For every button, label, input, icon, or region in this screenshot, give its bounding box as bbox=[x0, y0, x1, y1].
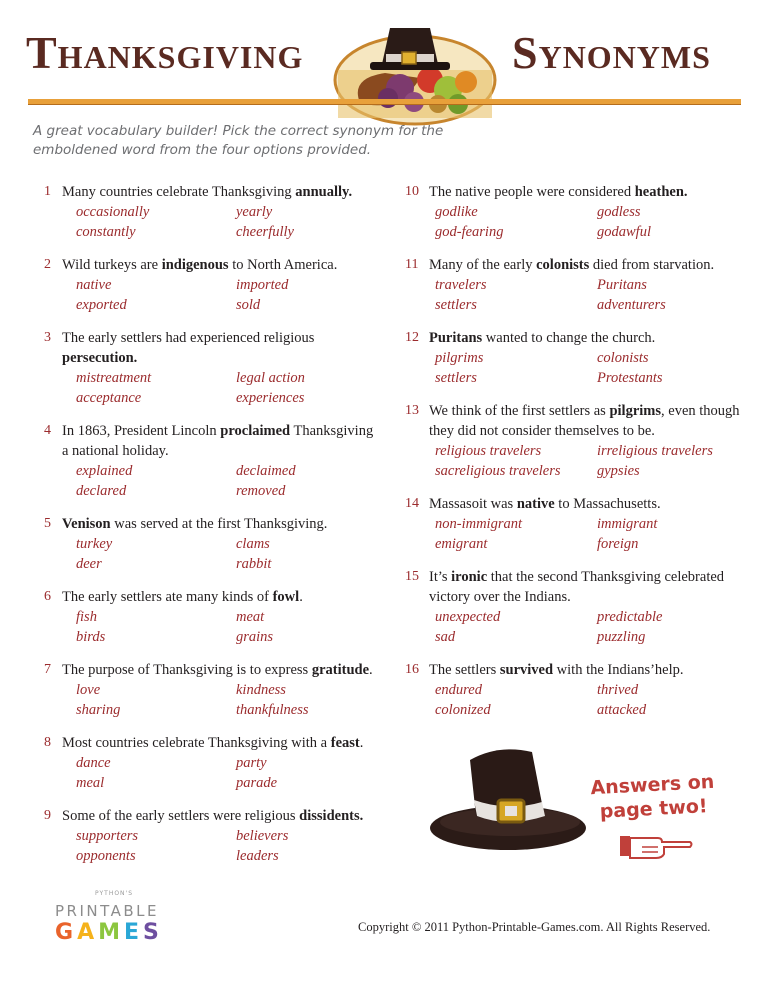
question-text bbox=[62, 421, 374, 461]
answer-options bbox=[76, 202, 374, 242]
printable-games-logo bbox=[55, 890, 175, 950]
question-text bbox=[62, 328, 374, 368]
emboldened-word: ironic bbox=[451, 569, 488, 585]
question-text-post: to Massachusetts. bbox=[554, 496, 661, 512]
answer-option: adventurers bbox=[597, 297, 666, 313]
answer-option: god-fearing bbox=[435, 224, 504, 240]
question-text-pre: It’s bbox=[429, 569, 452, 585]
answer-option: declaimed bbox=[236, 463, 296, 479]
question-item bbox=[405, 660, 750, 720]
answer-options bbox=[435, 441, 750, 481]
answer-option: puzzling bbox=[597, 629, 646, 645]
answer-option: religious travelers bbox=[435, 443, 542, 459]
questions-column-left bbox=[44, 182, 374, 879]
question-text bbox=[62, 255, 374, 275]
question-number: 6 bbox=[44, 589, 51, 604]
answer-option: unexpected bbox=[435, 609, 501, 625]
question-text-post: with the Indians’help. bbox=[553, 662, 684, 678]
title-thanksgiving: Thanksgiving bbox=[26, 27, 304, 78]
answer-option: endured bbox=[435, 682, 482, 698]
answer-options bbox=[76, 680, 374, 720]
answer-option: removed bbox=[236, 483, 286, 499]
question-text bbox=[429, 660, 750, 680]
emboldened-word: persecution. bbox=[62, 350, 138, 366]
answer-option: mistreatment bbox=[76, 370, 152, 386]
answer-option: godlike bbox=[435, 204, 478, 220]
answer-options bbox=[76, 461, 374, 501]
logo-games bbox=[55, 920, 163, 945]
answer-options bbox=[76, 534, 374, 574]
answer-option: gypsies bbox=[597, 463, 640, 479]
question-item bbox=[405, 494, 750, 554]
question-item bbox=[44, 182, 374, 242]
emboldened-word: native bbox=[516, 496, 555, 512]
question-text-post: wanted to change the church. bbox=[482, 330, 656, 346]
answer-options bbox=[435, 202, 750, 242]
answer-option: explained bbox=[76, 463, 133, 479]
answer-options bbox=[76, 607, 374, 647]
question-number: 10 bbox=[405, 184, 419, 199]
question-number: 16 bbox=[405, 662, 419, 677]
answer-option: emigrant bbox=[435, 536, 488, 552]
question-text-pre: Massasoit was bbox=[429, 496, 517, 512]
emboldened-word: pilgrims bbox=[609, 403, 662, 419]
question-number: 8 bbox=[44, 735, 51, 750]
question-text-pre: Many countries celebrate Thanksgiving bbox=[62, 184, 296, 200]
answer-option: fish bbox=[76, 609, 97, 625]
question-text bbox=[429, 401, 750, 441]
answer-option: godawful bbox=[597, 224, 651, 240]
answer-options bbox=[76, 368, 374, 408]
answer-options bbox=[76, 753, 374, 793]
title-synonyms: Synonyms bbox=[512, 27, 711, 78]
pilgrim-hat-icon bbox=[428, 742, 588, 854]
answers-note: Answers on page two! bbox=[589, 770, 715, 823]
logo-letter: S bbox=[143, 920, 163, 945]
question-text bbox=[429, 494, 750, 514]
answer-option: Puritans bbox=[597, 277, 647, 293]
question-text-post: that the second Thanksgiving celebrated victory over the Indians. bbox=[429, 569, 725, 605]
answer-option: sharing bbox=[76, 702, 121, 718]
question-item bbox=[44, 328, 374, 408]
answer-option: imported bbox=[236, 277, 289, 293]
question-item bbox=[44, 660, 374, 720]
answer-option: settlers bbox=[435, 297, 477, 313]
title-rule bbox=[28, 99, 741, 105]
question-text bbox=[429, 182, 750, 202]
emboldened-word: indigenous bbox=[161, 257, 229, 273]
answer-option: meal bbox=[76, 775, 105, 791]
answer-option: clams bbox=[236, 536, 270, 552]
question-text-post: . bbox=[299, 589, 303, 605]
question-number: 2 bbox=[44, 257, 51, 272]
answer-option: sad bbox=[435, 629, 456, 645]
answer-option: thankfulness bbox=[236, 702, 309, 718]
answer-option: believers bbox=[236, 828, 289, 844]
copyright: Copyright © 2011 Python-Printable-Games.com. All Rights Reserved. bbox=[358, 920, 711, 934]
cornucopia-icon bbox=[330, 18, 500, 130]
question-text-pre: Most countries celebrate Thanksgiving with a bbox=[62, 735, 331, 751]
answer-option: foreign bbox=[597, 536, 639, 552]
question-text bbox=[429, 328, 750, 348]
question-text-pre: Some of the early settlers were religious bbox=[62, 808, 300, 824]
page-header bbox=[0, 0, 773, 115]
answer-option: occasionally bbox=[76, 204, 150, 220]
question-text bbox=[429, 567, 750, 607]
emboldened-word: dissidents. bbox=[299, 808, 364, 824]
logo-letter: A bbox=[77, 920, 99, 945]
question-text bbox=[62, 660, 374, 680]
question-text bbox=[429, 255, 750, 275]
question-text-pre: The early settlers ate many kinds of bbox=[62, 589, 273, 605]
emboldened-word: survived bbox=[499, 662, 554, 678]
answer-option: kindness bbox=[236, 682, 286, 698]
question-text-post: . bbox=[369, 662, 373, 678]
answer-option: sold bbox=[236, 297, 261, 313]
question-item bbox=[405, 182, 750, 242]
question-number: 13 bbox=[405, 403, 419, 418]
question-item bbox=[44, 587, 374, 647]
question-item bbox=[44, 421, 374, 501]
answer-option: attacked bbox=[597, 702, 647, 718]
answer-option: party bbox=[236, 755, 267, 771]
emboldened-word: annually. bbox=[295, 184, 353, 200]
answer-option: leaders bbox=[236, 848, 279, 864]
answer-option: constantly bbox=[76, 224, 136, 240]
answer-option: godless bbox=[597, 204, 641, 220]
question-text-pre: The native people were considered bbox=[429, 184, 635, 200]
answer-option: acceptance bbox=[76, 390, 142, 406]
question-item bbox=[44, 806, 374, 866]
question-text bbox=[62, 733, 374, 753]
emboldened-word: Venison bbox=[62, 516, 111, 532]
question-number: 12 bbox=[405, 330, 419, 345]
answer-option: dance bbox=[76, 755, 111, 771]
question-text-pre: The early settlers had experienced religious bbox=[62, 330, 315, 346]
answer-option: opponents bbox=[76, 848, 136, 864]
emboldened-word: fowl bbox=[272, 589, 300, 605]
logo-letter: E bbox=[124, 920, 144, 945]
question-item bbox=[405, 567, 750, 647]
question-text bbox=[62, 514, 374, 534]
emboldened-word: proclaimed bbox=[220, 423, 291, 439]
question-number: 14 bbox=[405, 496, 419, 511]
question-text-post: was served at the first Thanksgiving. bbox=[110, 516, 328, 532]
question-number: 15 bbox=[405, 569, 419, 584]
answer-options bbox=[435, 607, 750, 647]
question-text-pre: Many of the early bbox=[429, 257, 537, 273]
question-number: 11 bbox=[405, 257, 419, 272]
question-item bbox=[44, 255, 374, 315]
question-item bbox=[44, 733, 374, 793]
answer-option: meat bbox=[236, 609, 265, 625]
emboldened-word: feast bbox=[330, 735, 360, 751]
question-text-pre: We think of the first settlers as bbox=[429, 403, 610, 419]
answer-option: colonized bbox=[435, 702, 491, 718]
answer-option: grains bbox=[236, 629, 274, 645]
question-item bbox=[405, 401, 750, 481]
logo-small-text: PYTHON'S bbox=[95, 890, 133, 897]
answer-option: cheerfully bbox=[236, 224, 294, 240]
answer-option: irreligious travelers bbox=[597, 443, 713, 459]
question-text bbox=[62, 587, 374, 607]
answer-option: rabbit bbox=[236, 556, 272, 572]
answer-option: deer bbox=[76, 556, 102, 572]
question-number: 1 bbox=[44, 184, 51, 199]
question-text bbox=[62, 806, 374, 826]
question-text-post: to North America. bbox=[228, 257, 338, 273]
question-text-pre: The settlers bbox=[429, 662, 500, 678]
questions-column-right bbox=[405, 182, 750, 733]
question-number: 9 bbox=[44, 808, 51, 823]
question-item bbox=[44, 514, 374, 574]
answer-option: sacreligious travelers bbox=[435, 463, 561, 479]
question-item bbox=[405, 255, 750, 315]
question-text-post: Thanksgiving a national holiday. bbox=[62, 423, 374, 459]
answer-option: predictable bbox=[597, 609, 663, 625]
answer-options bbox=[76, 826, 374, 866]
answer-options bbox=[435, 680, 750, 720]
answer-option: travelers bbox=[435, 277, 487, 293]
emboldened-word: heathen. bbox=[634, 184, 688, 200]
logo-printable: PRINTABLE bbox=[55, 902, 159, 920]
question-text-pre: The purpose of Thanksgiving is to express bbox=[62, 662, 312, 678]
question-text-pre: In 1863, President Lincoln bbox=[62, 423, 221, 439]
answer-option: legal action bbox=[236, 370, 305, 386]
answer-option: thrived bbox=[597, 682, 639, 698]
intro-text: A great vocabulary builder! Pick the correct synonym for the emboldened word from the four options provided. bbox=[33, 123, 444, 158]
emboldened-word: colonists bbox=[536, 257, 590, 273]
answer-options bbox=[435, 348, 750, 388]
answer-option: exported bbox=[76, 297, 127, 313]
answer-option: colonists bbox=[597, 350, 649, 366]
answer-option: Protestants bbox=[597, 370, 663, 386]
question-number: 5 bbox=[44, 516, 51, 531]
pointing-hand-icon bbox=[618, 830, 694, 860]
answer-options bbox=[435, 514, 750, 554]
answer-option: love bbox=[76, 682, 101, 698]
answer-option: turkey bbox=[76, 536, 113, 552]
answer-option: parade bbox=[236, 775, 278, 791]
question-number: 4 bbox=[44, 423, 51, 438]
answer-option: non-immigrant bbox=[435, 516, 522, 532]
answer-option: pilgrims bbox=[435, 350, 484, 366]
answer-option: birds bbox=[76, 629, 106, 645]
question-text-pre: Wild turkeys are bbox=[62, 257, 162, 273]
question-item bbox=[405, 328, 750, 388]
logo-letter: G bbox=[55, 920, 78, 945]
answer-option: immigrant bbox=[597, 516, 658, 532]
question-text-post: died from starvation. bbox=[589, 257, 715, 273]
answer-option: experiences bbox=[236, 390, 305, 406]
emboldened-word: Puritans bbox=[429, 330, 483, 346]
answer-options bbox=[76, 275, 374, 315]
answer-option: settlers bbox=[435, 370, 477, 386]
question-number: 7 bbox=[44, 662, 51, 677]
answer-option: supporters bbox=[76, 828, 139, 844]
answer-options bbox=[435, 275, 750, 315]
question-text-post: , even though they did not consider themselves to be. bbox=[429, 403, 740, 439]
question-number: 3 bbox=[44, 330, 51, 345]
answer-option: declared bbox=[76, 483, 127, 499]
answer-option: native bbox=[76, 277, 112, 293]
question-text bbox=[62, 182, 374, 202]
question-text-post: . bbox=[359, 735, 364, 751]
logo-letter: M bbox=[98, 920, 124, 945]
emboldened-word: gratitude bbox=[311, 662, 370, 678]
answer-option: yearly bbox=[236, 204, 273, 220]
